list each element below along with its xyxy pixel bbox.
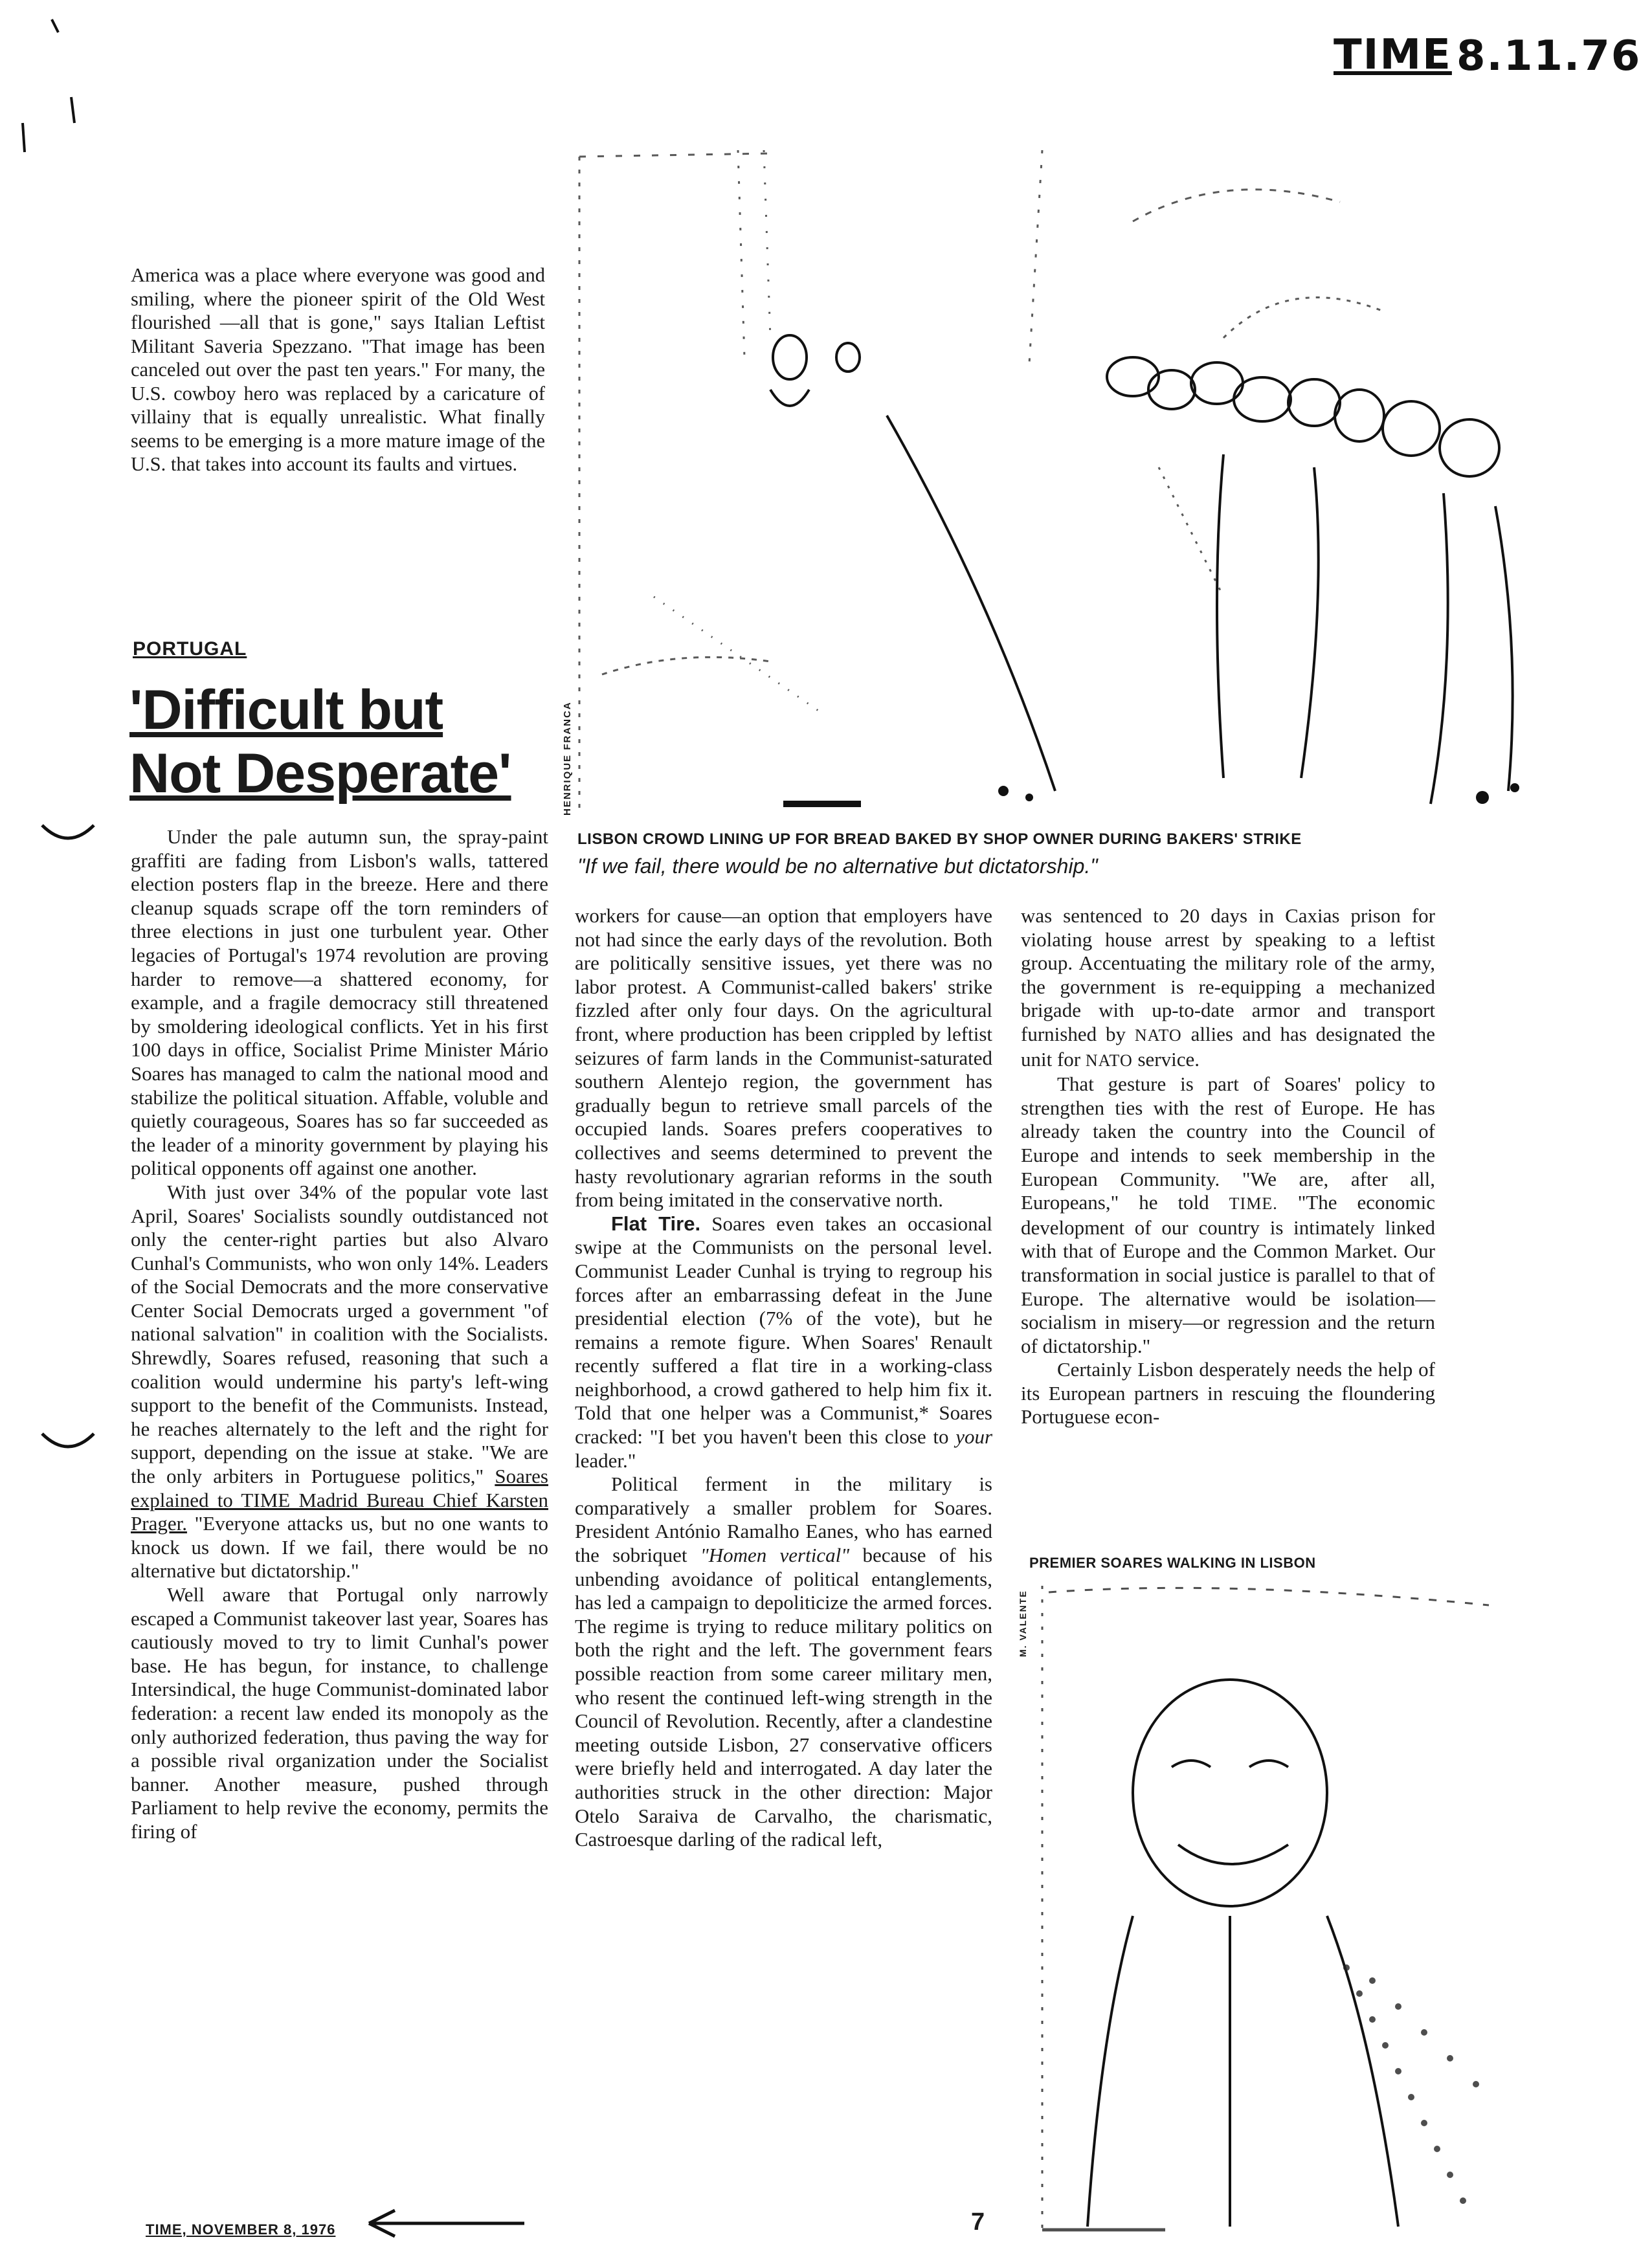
col2-paragraph-1: workers for cause—an option that employers have not had since the early days of the revolution. Both are politically sensitive issues, yet there was no labor protest. A Communist-called bakers' strike fizzled after only four days. On the agricultural front, where production has been crippled by leftist seizures of farm lands in the Communist-saturated southern Alentejo region, the government has gradually begun to retrieve small parcels of the occupied lands. Soares prefers cooperatives to collectives and seems determined to prevent the hasty revolutionary agrarian reforms in the south from being imitated in the conservative north. xyxy=(575,904,992,1212)
margin-bracket-icon xyxy=(39,822,97,848)
col1-paragraph-3: Well aware that Portugal only narrowly escaped a Communist takeover last year, Soares has cautiously moved to try to limit Cunhal's power base. He has begun, for instance, to challenge Intersindical, the huge Communist-dominated labor federation: a recent law ended its monopoly as the only authorized federation, thus paving the way for a possible rival organization under the Socialist banner. Another measure, pushed through Parliament to help revive the economy, permits the firing of xyxy=(131,1583,548,1843)
intro-text: America was a place where everyone was good and smiling, where the pioneer spirit of the Old West flourished —all that is gone," says Italian Leftist Militant Saveria Spezzano. "That image has been canceled out over the past ten years." For many, the U.S. cowboy hero was replaced by a caricature of villainy that is equally unrealistic. What finally seems to be emerging is a more mature image of the U.S. that takes into account its faults and virtues. xyxy=(131,264,545,475)
handwritten-date: 8.11.76 xyxy=(1457,32,1641,80)
col3-p2a: That gesture is part of Soares' policy to strengthen ties with the rest of Europe. He has already taken the country into the Council of Europe and intends to seek membership in the European Community. "We are, after all, Europeans," he told xyxy=(1021,1073,1435,1214)
col2-paragraph-3 xyxy=(575,1473,992,1852)
col1-p2-text: With just over 34% of the popular vote last April, Soares' Socialists soundly outdistanced not only the center-right parties but also Alvaro Cunhal's Communists, who won only 14%. Leaders of the Social Democrats and the more conservative Center Social Democrats urged a government "of national salvation" in coalition with the Socialists. Shrewdly, Soares refused, reasoning that such a coalition would undermine his party's left-wing support to the benefit of the Communists. Instead, he reaches alternately to the left and the right for support, depending on the issue at stake. "We are the only arbiters in Portuguese politics," xyxy=(131,1180,548,1488)
col3-nato-1: NATO xyxy=(1134,1025,1182,1045)
col3-paragraph-3: Certainly Lisbon desperately needs the help of its European partners in rescuing the floundering Portuguese econ- xyxy=(1021,1358,1435,1429)
intro-paragraph xyxy=(131,263,545,476)
col2-p2-text: Soares even takes an occasional swipe at the Communists on the personal level. Communist Leader Cunhal is trying to regroup his forces after an embarrassing defeat in the June presidential election (7% of the vote), but he remains a remote figure. When Soares' Renault recently suffered a flat tire in a working-class neighborhood, a crowd gathered to help him fix it. Told that one helper was a Communist,* Soares cracked: "I bet you haven't been this close to xyxy=(575,1212,992,1449)
section-label: PORTUGAL xyxy=(133,638,247,660)
col3-p2b: "The economic development of our country is intimately linked with that of Europe and the Common Market. Our transformation in social justice is parallel to that of Europe. The alternative would be isolation—socialism in misery—or regression and the return of dictatorship." xyxy=(1021,1191,1436,1357)
subhead-flat-tire: Flat Tire. xyxy=(611,1212,701,1235)
photo2-caption: PREMIER SOARES WALKING IN LISBON xyxy=(1029,1555,1316,1571)
footer-issue-line: TIME, NOVEMBER 8, 1976 xyxy=(146,2221,336,2238)
handwritten-arrow-icon xyxy=(363,2207,531,2240)
col2-p3-italic: "Homen vertical" xyxy=(700,1544,850,1567)
page-number: 7 xyxy=(971,2208,985,2236)
article-column-2 xyxy=(575,904,992,1852)
col1-paragraph-1: Under the pale autumn sun, the spray-paint graffiti are fading from Lisbon's walls, tattered election posters flap in the breeze. Here and there cleanup squads scrape off the torn reminders of three elections in just one turbulent year. Other legacies of Portugal's 1974 revolution are proving harder to remove—a shattered economy, for example, and a fragile democracy still threatened by smoldering ideological conflicts. Yet in his first 100 days in office, Socialist Prime Minister Mário Soares has managed to calm the national mood and stabilize the political situation. Affable, voluble and quietly courageous, Soares has so far succeeded as the leader of a minority government by playing his political opponents off against one another. xyxy=(131,825,548,1180)
col2-p2-italic: your xyxy=(955,1425,993,1449)
photo1-caption: LISBON CROWD LINING UP FOR BREAD BAKED BY SHOP OWNER DURING BAKERS' STRIKE xyxy=(577,830,1302,848)
col2-p3-end: because of his unbending avoidance of political entanglements, has led a campaign to depoliticize the armed forces. The regime is trying to reduce military politics on both the right and the left. The government fears possible reaction from some career military men, who resent the continued left-wing strength in the Council of Revolution. Recently, after a clandestine meeting outside Lisbon, 27 conservative officers were briefly held and interrogated. A day later the authorities struck in the other direction: Major Otelo Saraiva de Carvalho, the charismatic, Castroesque darling of the radical left, xyxy=(575,1544,993,1851)
margin-bracket-icon-2 xyxy=(39,1430,97,1456)
photo2-credit: M. VALENTE xyxy=(1018,1590,1028,1657)
lisbon-crowd-photo xyxy=(576,144,1560,823)
pull-quote: "If we fail, there would be no alternative but dictatorship." xyxy=(577,854,1098,878)
col3-nato-2: NATO xyxy=(1085,1051,1133,1070)
article-column-1 xyxy=(131,825,548,1844)
article-column-3 xyxy=(1021,904,1435,1429)
col3-p1a: was sentenced to 20 days in Caxias prison for violating house arrest by speaking to a leftist group. Accentuating the military role of the army, the government is re-equipping a mechanized brigade with up-to-date armor and transport furnished by xyxy=(1021,904,1435,1045)
margin-pen-marks-icon xyxy=(6,13,97,155)
headline xyxy=(129,678,557,805)
col2-p3-text: Political ferment in the military is comparatively a smaller problem for Soares. President António Ramalho Eanes, who has earned the sobriquet xyxy=(575,1473,992,1567)
headline-line-2: Not Desperate' xyxy=(129,742,511,805)
col3-time: TIME. xyxy=(1229,1194,1278,1214)
col1-paragraph-2 xyxy=(131,1181,548,1583)
col3-paragraph-2 xyxy=(1021,1073,1435,1358)
col2-p2-end: leader." xyxy=(575,1449,636,1472)
underlined-quote-attribution: Soares explained to TIME Madrid Bureau Chief Karsten Prager. xyxy=(131,1465,548,1535)
headline-line-1: 'Difficult but xyxy=(129,679,443,741)
col2-paragraph-2 xyxy=(575,1212,992,1473)
col3-paragraph-1 xyxy=(1021,904,1435,1073)
col3-p1b: allies and has designated the unit for xyxy=(1021,1022,1435,1071)
col3-p1c: service. xyxy=(1137,1047,1200,1071)
soares-portrait-photo xyxy=(1036,1579,1541,2240)
handwritten-title: TIME xyxy=(1334,31,1452,79)
photo1-credit: HENRIQUE FRANCA xyxy=(562,701,573,816)
col1-p2-end: "Everyone attacks us, but no one wants to knock us down. If we fail, there would be no alternative but dictatorship." xyxy=(131,1512,549,1583)
